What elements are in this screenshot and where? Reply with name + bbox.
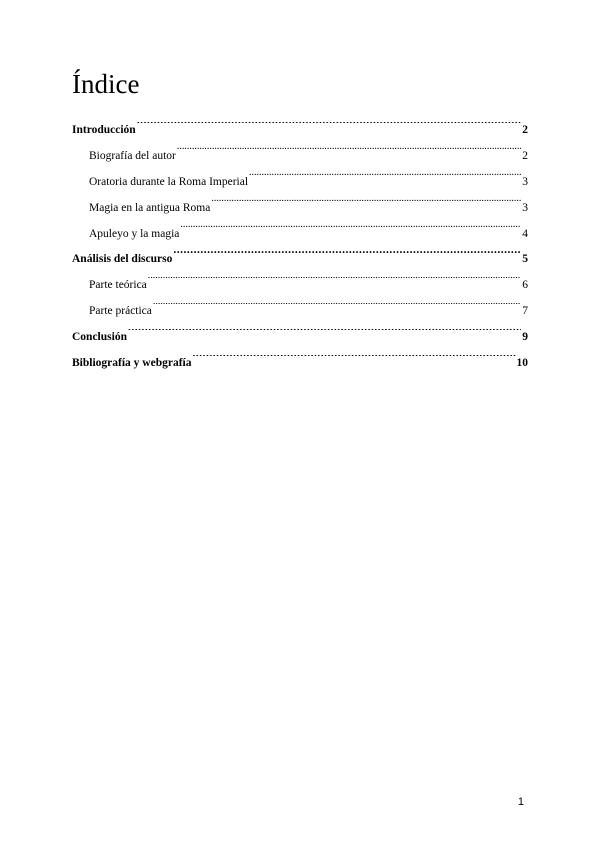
toc-entry-label: Análisis del discurso: [72, 253, 173, 266]
page-number: 1: [517, 796, 524, 808]
toc-entry-page: 3: [522, 175, 528, 188]
toc-dot-leader: [153, 303, 521, 315]
toc-entry-bibliografia[interactable]: [72, 351, 528, 377]
toc-dot-leader: [173, 251, 521, 263]
toc-entry-introduccion[interactable]: [72, 118, 528, 144]
toc-entry-label: Conclusión: [72, 331, 127, 344]
toc-entry-apuleyo[interactable]: [72, 222, 528, 248]
toc-entry-page: 5: [522, 253, 528, 266]
toc-entry-label: Apuleyo y la magia: [89, 227, 180, 240]
toc-entry-page: 2: [522, 124, 528, 136]
toc-entry-label: Magia en la antigua Roma: [89, 201, 211, 214]
toc-dot-leader: [180, 225, 521, 237]
toc-entry-label: Oratoria durante la Roma Imperial: [89, 175, 249, 188]
toc-entry-page: 3: [522, 201, 528, 214]
toc-dot-leader: [192, 355, 515, 367]
page-title: Índice: [72, 69, 140, 99]
toc-entry-oratoria[interactable]: [72, 170, 528, 196]
toc-entry-page: 4: [522, 227, 528, 240]
toc-entry-page: 10: [516, 357, 528, 370]
toc-entry-page: 7: [522, 305, 528, 318]
toc-dot-leader: [148, 277, 521, 289]
toc-dot-leader: [249, 173, 521, 185]
toc-entry-analisis[interactable]: [72, 247, 528, 273]
toc-dot-leader: [128, 329, 521, 341]
toc-entry-label: Bibliografía y webgrafía: [72, 357, 192, 370]
toc-entry-page: 6: [522, 279, 528, 292]
toc-entry-biografia[interactable]: [72, 144, 528, 170]
toc-entry-label: Biografía del autor: [89, 149, 176, 162]
toc-entry-page: 9: [522, 331, 528, 344]
toc-dot-leader: [177, 147, 521, 159]
toc-entry-parte-practica[interactable]: [72, 299, 528, 325]
toc-dot-leader: [137, 122, 522, 134]
toc-dot-leader: [211, 199, 521, 211]
table-of-contents: [72, 118, 528, 377]
toc-entry-label: Parte práctica: [89, 305, 152, 318]
toc-entry-label: Introducción: [72, 124, 136, 136]
toc-entry-parte-teorica[interactable]: [72, 273, 528, 299]
toc-entry-page: 2: [522, 149, 528, 162]
toc-entry-label: Parte teórica: [89, 279, 147, 292]
toc-entry-conclusion[interactable]: [72, 325, 528, 351]
toc-entry-magia[interactable]: [72, 196, 528, 222]
